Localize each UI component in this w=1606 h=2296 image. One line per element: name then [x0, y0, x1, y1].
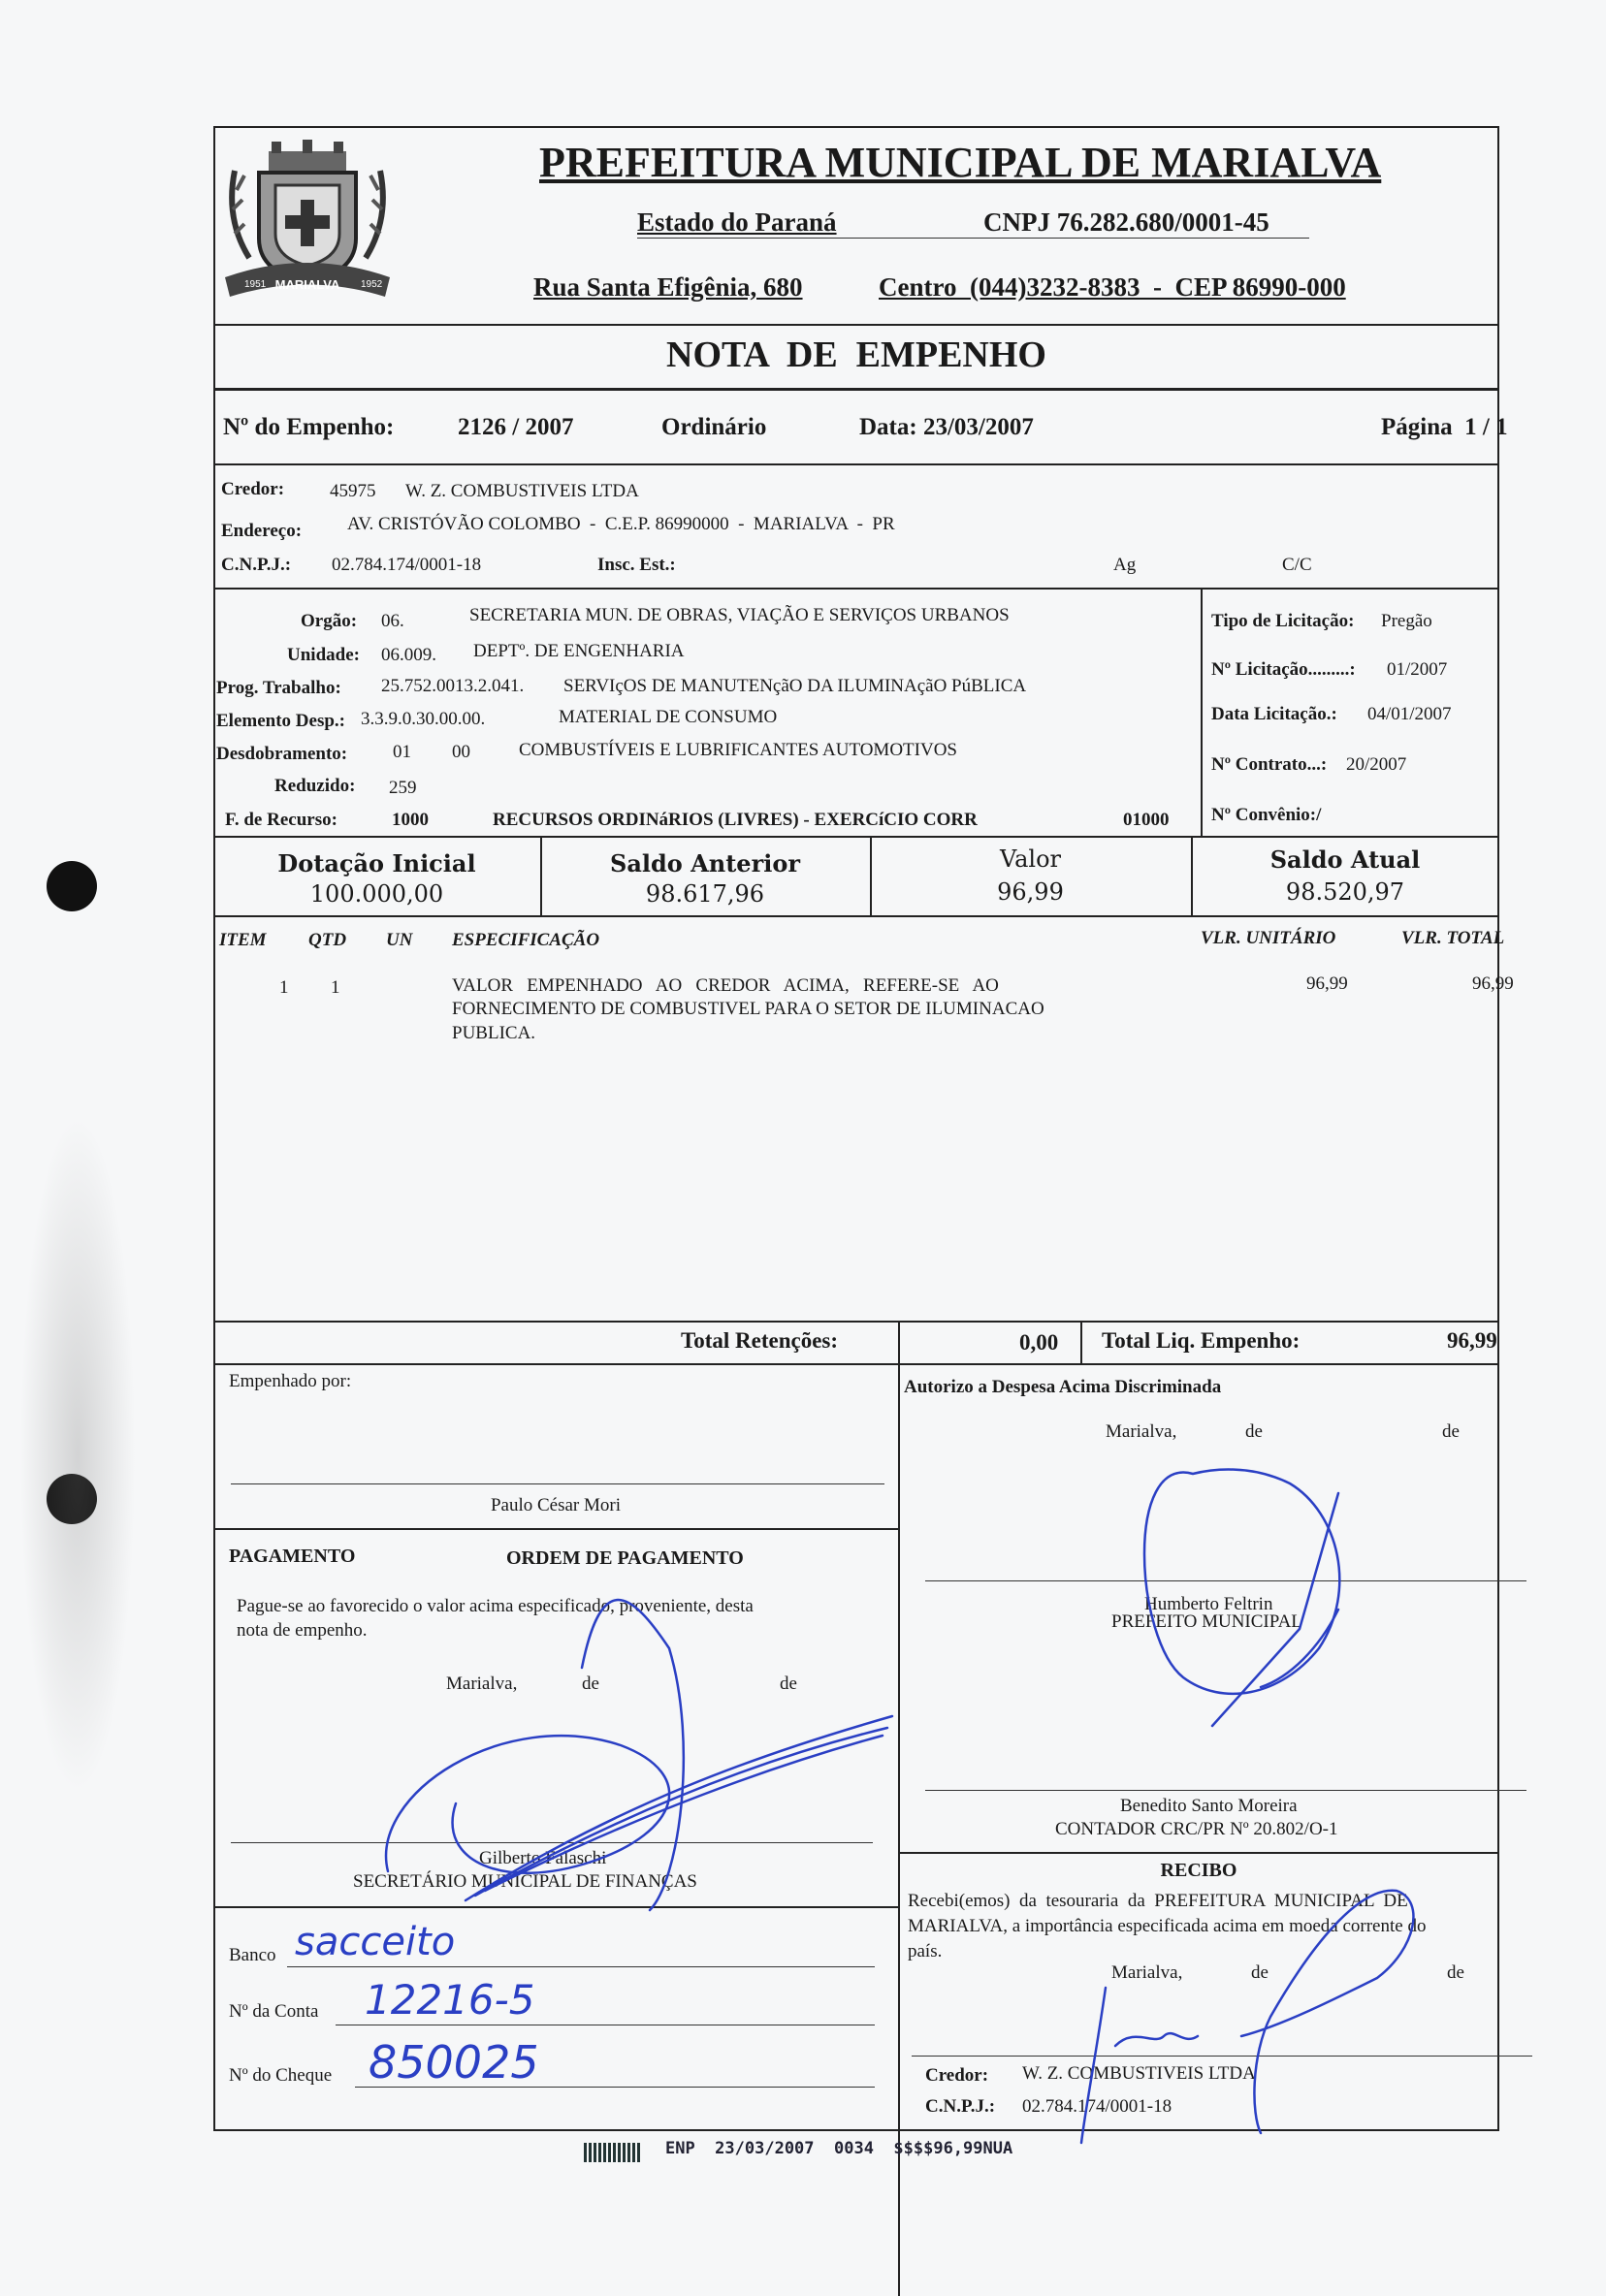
- empenho-number: 2126 / 2007: [458, 414, 574, 440]
- rule: [213, 836, 1499, 838]
- cheque-handwriting: 850025: [369, 2036, 539, 2089]
- banco-label: Banco: [229, 1945, 276, 1965]
- header-state: Estado do Paraná: [637, 207, 837, 237]
- header-address: Rua Santa Efigênia, 680: [533, 272, 803, 302]
- item-unit-value: 96,99: [1306, 973, 1348, 994]
- scan-shadow: [19, 1115, 136, 1794]
- rule: [898, 1852, 1499, 1854]
- svg-text:1951: 1951: [244, 279, 267, 290]
- item-total-value: 96,99: [1472, 973, 1514, 994]
- rule: [213, 1528, 898, 1530]
- item-desc-line: FORNECIMENTO DE COMBUSTIVEL PARA O SETOR DE ILUMINACAO: [452, 999, 1044, 1019]
- autorizo-de1: de: [1245, 1421, 1263, 1442]
- autorizo-city: Marialva,: [1106, 1421, 1177, 1442]
- machine-stamp: ENP 23/03/2007 0034 $$$$96,99NUA: [665, 2139, 1013, 2158]
- header-title: PREFEITURA MUNICIPAL DE MARIALVA: [539, 139, 1382, 186]
- liquido-value: 96,99: [1447, 1328, 1497, 1353]
- elemento-desc: MATERIAL DE CONSUMO: [559, 707, 778, 727]
- recibo-text: país.: [908, 1941, 943, 1961]
- orgao-label: Orgão:: [301, 611, 358, 631]
- cnpj-label: C.N.P.J.:: [221, 555, 292, 575]
- contador-title: CONTADOR CRC/PR Nº 20.802/O-1: [1055, 1819, 1338, 1839]
- desdobramento-desc: COMBUSTÍVEIS E LUBRIFICANTES AUTOMOTIVOS: [519, 740, 957, 760]
- contador-name: Benedito Santo Moreira: [1120, 1796, 1298, 1816]
- retencoes-value: 0,00: [1019, 1330, 1059, 1355]
- signature-line: [925, 1790, 1526, 1791]
- punch-hole: [47, 861, 97, 911]
- saldo-anterior-label: Saldo Anterior: [610, 849, 800, 877]
- rule: [213, 1363, 1499, 1365]
- crest-logo: [215, 132, 400, 306]
- retencoes-label: Total Retenções:: [681, 1328, 839, 1353]
- signature-line: [231, 1483, 884, 1484]
- recurso-label: F. de Recurso:: [225, 810, 337, 830]
- orgao-desc: SECRETARIA MUN. DE OBRAS, VIAÇÃO E SERVIÇOS URBANOS: [469, 605, 1010, 625]
- licitacao-numero-value: 01/2007: [1387, 659, 1448, 680]
- prog-desc: SERVIçOS DE MANUTENçãO DA ILUMINAçãO PúBLICA: [563, 676, 1027, 696]
- valor-label: Valor: [999, 845, 1062, 873]
- header-contact: Centro (044)3232-8383 - CEP 86990-000: [879, 272, 1346, 302]
- signature-line: [912, 2056, 1532, 2057]
- table-row: [213, 970, 1514, 1057]
- reduzido-label: Reduzido:: [274, 776, 356, 796]
- svg-text:1952: 1952: [361, 279, 383, 290]
- recibo-credor-label: Credor:: [925, 2065, 989, 2086]
- item-qtd: 1: [331, 977, 340, 998]
- credor-label: Credor:: [221, 479, 285, 499]
- licitacao-tipo-value: Pregão: [1381, 611, 1432, 631]
- saldo-atual-label: Saldo Atual: [1269, 845, 1421, 874]
- pagamento-de1: de: [582, 1674, 599, 1694]
- convenio-label: Nº Convênio:/: [1211, 805, 1322, 825]
- desdobramento-a: 01: [393, 742, 411, 762]
- empenho-number-label: Nº do Empenho:: [223, 414, 395, 440]
- conta-label: Nº da Conta: [229, 2001, 319, 2022]
- col-vlr-unitario: VLR. UNITÁRIO: [1201, 928, 1336, 948]
- pagamento-text: Pague-se ao favorecido o valor acima especificado, proveniente, desta: [237, 1596, 754, 1616]
- rule: [213, 1906, 898, 1908]
- rule: [1201, 588, 1203, 837]
- prog-label: Prog. Trabalho:: [216, 678, 341, 698]
- recurso-code: 1000: [392, 810, 429, 830]
- secretario-title: SECRETÁRIO MUNICIPAL DE FINANÇAS: [353, 1871, 697, 1892]
- empenhado-name: Paulo César Mori: [490, 1495, 622, 1515]
- desdobramento-label: Desdobramento:: [216, 744, 348, 764]
- rule: [213, 915, 1499, 917]
- pagamento-text: nota de empenho.: [237, 1620, 368, 1641]
- item-desc-line: VALOR EMPENHADO AO CREDOR ACIMA, REFERE-SE AO: [452, 975, 999, 996]
- rule: [213, 324, 1499, 326]
- empenho-date: Data: 23/03/2007: [859, 414, 1034, 440]
- document-title: NOTA DE EMPENHO: [666, 335, 1046, 375]
- licitacao-tipo-label: Tipo de Licitação:: [1211, 611, 1355, 631]
- credor-name: W. Z. COMBUSTIVEIS LTDA: [405, 481, 639, 501]
- recibo-title: RECIBO: [1160, 1860, 1237, 1881]
- recurso-number: 01000: [1123, 810, 1170, 830]
- prefeito-title: PREFEITO MUNICIPAL: [1111, 1611, 1302, 1632]
- prefeito-name: Humberto Feltrin: [1144, 1594, 1273, 1614]
- unidade-desc: DEPTº. DE ENGENHARIA: [473, 641, 685, 661]
- pagamento-de2: de: [780, 1674, 797, 1694]
- empenhado-label: Empenhado por:: [229, 1371, 352, 1391]
- col-qtd: QTD: [308, 930, 347, 950]
- unidade-code: 06.009.: [381, 645, 436, 665]
- recibo-credor: W. Z. COMBUSTIVEIS LTDA: [1022, 2063, 1256, 2084]
- credor-code: 45975: [330, 481, 376, 501]
- saldo-anterior-value: 98.617,96: [645, 880, 765, 908]
- dotacao-label: Dotação Inicial: [277, 849, 476, 877]
- col-item: ITEM: [219, 930, 267, 950]
- pagamento-city: Marialva,: [446, 1674, 518, 1694]
- ordem-pagamento-label: ORDEM DE PAGAMENTO: [506, 1547, 744, 1569]
- autorizo-label: Autorizo a Despesa Acima Discriminada: [904, 1377, 1222, 1397]
- col-un: UN: [386, 930, 413, 950]
- licitacao-data-label: Data Licitação.:: [1211, 704, 1337, 724]
- insc-est-label: Insc. Est.:: [597, 555, 676, 575]
- autorizo-de2: de: [1442, 1421, 1460, 1442]
- recibo-text: Recebi(emos) da tesouraria da PREFEITURA MUNICIPAL DE: [908, 1891, 1408, 1911]
- endereco-label: Endereço:: [221, 521, 303, 541]
- desdobramento-b: 00: [452, 742, 470, 762]
- elemento-code: 3.3.9.0.30.00.00.: [361, 709, 486, 729]
- licitacao-numero-label: Nº Licitação.........:: [1211, 659, 1356, 680]
- page-number: Página 1 / 1: [1381, 414, 1508, 440]
- pagamento-label: PAGAMENTO: [229, 1546, 356, 1567]
- signature-line: [231, 1842, 873, 1843]
- recibo-text: MARIALVA, a importância especificada acima em moeda corrente do: [908, 1916, 1427, 1936]
- cheque-label: Nº do Cheque: [229, 2065, 333, 2086]
- reduzido-value: 259: [389, 778, 417, 798]
- rule: [213, 1321, 1499, 1323]
- banco-handwriting: sacceito: [295, 1920, 456, 1964]
- recurso-desc: RECURSOS ORDINáRIOS (LIVRES) - EXERCíCIO CORR: [493, 810, 978, 830]
- item-desc-line: PUBLICA.: [452, 1023, 536, 1043]
- banco-line: [287, 1966, 875, 1967]
- liquido-label: Total Liq. Empenho:: [1102, 1328, 1301, 1353]
- empenho-type: Ordinário: [661, 414, 767, 440]
- endereco-value: AV. CRISTÓVÃO COLOMBO - C.E.P. 86990000 - MARIALVA - PR: [347, 514, 895, 534]
- item-number: 1: [279, 977, 289, 998]
- ag-label: Ag: [1113, 555, 1137, 575]
- contrato-label: Nº Contrato...:: [1211, 754, 1328, 775]
- signature-line: [925, 1580, 1526, 1581]
- prog-code: 25.752.0013.2.041.: [381, 676, 525, 696]
- cnpj-value: 02.784.174/0001-18: [332, 555, 482, 575]
- licitacao-data-value: 04/01/2007: [1367, 704, 1452, 724]
- recibo-city: Marialva,: [1111, 1962, 1183, 1983]
- conta-handwriting: 12216-5: [365, 1976, 535, 2024]
- recibo-cnpj: 02.784.174/0001-18: [1022, 2096, 1172, 2117]
- unidade-label: Unidade:: [287, 645, 360, 665]
- elemento-label: Elemento Desp.:: [216, 711, 345, 731]
- header-state-rule: [637, 238, 1309, 239]
- valor-value: 96,99: [997, 878, 1064, 906]
- dotacao-value: 100.000,00: [309, 880, 444, 908]
- rule: [213, 463, 1499, 465]
- orgao-code: 06.: [381, 611, 404, 631]
- recibo-de1: de: [1251, 1962, 1269, 1983]
- saldo-atual-value: 98.520,97: [1285, 878, 1405, 906]
- secretario-name: Gilberto Falaschi: [479, 1848, 607, 1868]
- contrato-value: 20/2007: [1346, 754, 1407, 775]
- header-cnpj: CNPJ 76.282.680/0001-45: [983, 207, 1269, 237]
- rule: [213, 388, 1499, 391]
- rule: [213, 588, 1499, 590]
- cc-label: C/C: [1282, 555, 1312, 575]
- svg-text:MARIALVA: MARIALVA: [274, 277, 340, 292]
- recibo-cnpj-label: C.N.P.J.:: [925, 2096, 996, 2117]
- col-especificacao: ESPECIFICAÇÃO: [452, 930, 600, 950]
- col-vlr-total: VLR. TOTAL: [1401, 928, 1505, 948]
- rule: [1080, 1321, 1082, 1363]
- stamp-barcode: [584, 2143, 640, 2162]
- recibo-de2: de: [1447, 1962, 1464, 1983]
